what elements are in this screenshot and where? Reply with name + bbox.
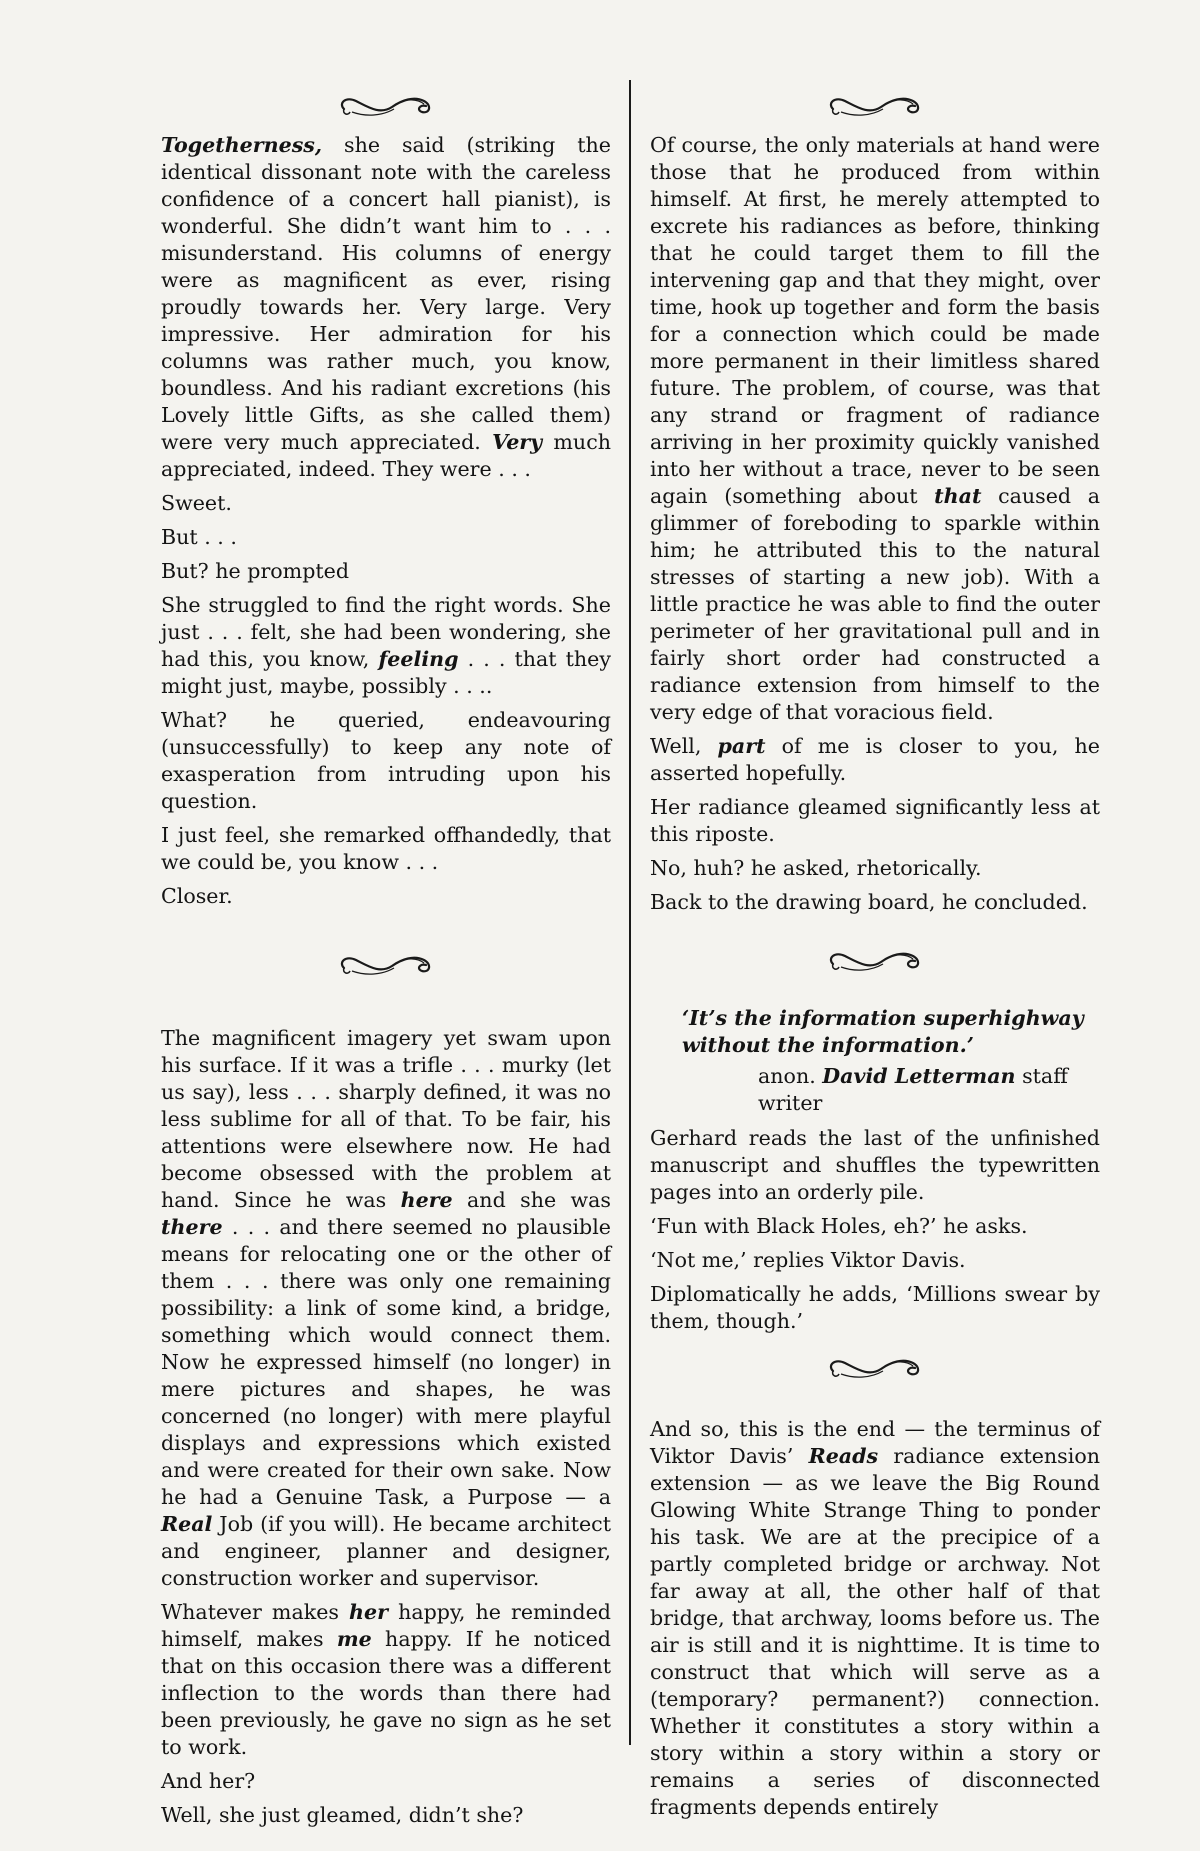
column-divider [629,80,631,1745]
paragraph: Of course, the only materials at hand were those that he produced from within himself. At first, he merely attempted to excrete his radiances as before, thinking that he could target them to fill the intervening gap and that they might, over time, hook up together and form the basis for a connection which could be made more permanent in their limitless shared future. The problem, of course, was that any strand or fragment of radiance arriving in her proximity quickly vanished into her without a trace, never to be seen again (something about that caused a glimmer of foreboding to sparkle within him; he attributed this to the natural stresses of starting a new job). With a little practice he was able to find the outer perimeter of her gravitational pull and in fairly short order had constructed a radiance extension from himself to the very edge of that voracious field. [650,133,1100,724]
paragraph: She struggled to find the right words. She just . . . felt, she had been wondering, she had this, you know, feeling . . . that they might just, maybe, possibly . . .. [161,593,611,698]
right-column [650,92,1100,1828]
paragraph: The magnificent imagery yet swam upon his surface. If it was a trifle . . . murky (let us say), less . . . sharply defined, it was no less sublime for all of that. To be fair, his attentions were elsewhere now. He had become obsessed with the problem at hand. Since he was here and she was there . . . and there seemed no plausible means for relocating one or the other of them . . . there was only one remaining possibility: a link of some kind, a bridge, something which would connect them. Now he expressed himself (no longer) in mere pictures and shapes, he was concerned (no longer) with mere playful displays and expressions which existed and were created for their own sake. Now he had a Genuine Task, a Purpose — a Real Job (if you will). He became architect and engineer, planner and designer, construction worker and supervisor. [161,1026,611,1590]
paragraph: But? he prompted [161,559,350,583]
epigraph-line: without the information.’ [682,1033,974,1057]
epigraph-line: ‘It’s the information superhighway [682,1006,1084,1030]
paragraph: No, huh? he asked, rhetorically. [650,856,982,880]
scroll-flourish-icon [650,92,1100,122]
paragraph: Back to the drawing board, he concluded. [650,890,1088,914]
paragraph: But . . . [161,525,237,549]
epigraph [682,1005,1100,1059]
paragraph: ‘Not me,’ replies Viktor Davis. [650,1248,966,1272]
paragraph: What? he queried, endeavouring (unsuccessfully) to keep any note of exasperation from intruding upon his question. [161,708,611,813]
paragraph: Togetherness, she said (striking the identical dissonant note with the careless confidence of a concert hall pianist), is wonderful. She didn’t want him to . . . misunderstand. His columns of energy were as magnificent as ever, rising proudly towards her. Very large. Very impressive. Her admiration for his columns was rather much, you know, boundless. And his radiant excretions (his Lovely little Gifts, as she called them) were very much appreciated. Very much appreciated, indeed. They were . . . [161,133,611,481]
scroll-flourish-icon [161,951,611,981]
paragraph: Diplomatically he adds, ‘Millions swear by them, though.’ [650,1282,1100,1333]
paragraph: Gerhard reads the last of the unfinished manuscript and shuffles the typewritten pages into an orderly pile. [650,1126,1100,1204]
paragraph: Sweet. [161,491,232,515]
scroll-flourish-icon [650,947,1100,977]
scroll-flourish-icon [161,92,611,122]
paragraph: Whatever makes her happy, he reminded himself, makes me happy. If he noticed that on this occasion there was a different inflection to the words than there had been previously, he gave no sign as he set to work. [161,1600,611,1759]
paragraph: Closer. [161,884,233,908]
paragraph: I just feel, she remarked offhandedly, that we could be, you know . . . [161,823,611,874]
paragraph: Well, part of me is closer to you, he asserted hopefully. [650,734,1100,785]
paragraph: And her? [161,1769,256,1793]
paragraph: ‘Fun with Black Holes, eh?’ he asks. [650,1214,1028,1238]
left-column [161,92,611,1836]
scroll-flourish-icon [650,1354,1100,1384]
paragraph: Well, she just gleamed, didn’t she? [161,1803,524,1827]
epigraph-attribution: anon. David Letterman staff writer [758,1064,1068,1115]
paragraph: And so, this is the end — the terminus of Viktor Davis’ Reads radiance extension extension — as we leave the Big Round Glowing White Strange Thing to ponder his task. We are at the precipice of a partly completed bridge or archway. Not far away at all, the other half of that bridge, that archway, looms before us. The air is still and it is nighttime. It is time to construct that which will serve as a (temporary? permanent?) connection. Whether it constitutes a story within a story within a story within a story or remains a series of disconnected fragments depends entirely [650,1417,1100,1819]
paragraph: Her radiance gleamed significantly less at this riposte. [650,795,1100,846]
